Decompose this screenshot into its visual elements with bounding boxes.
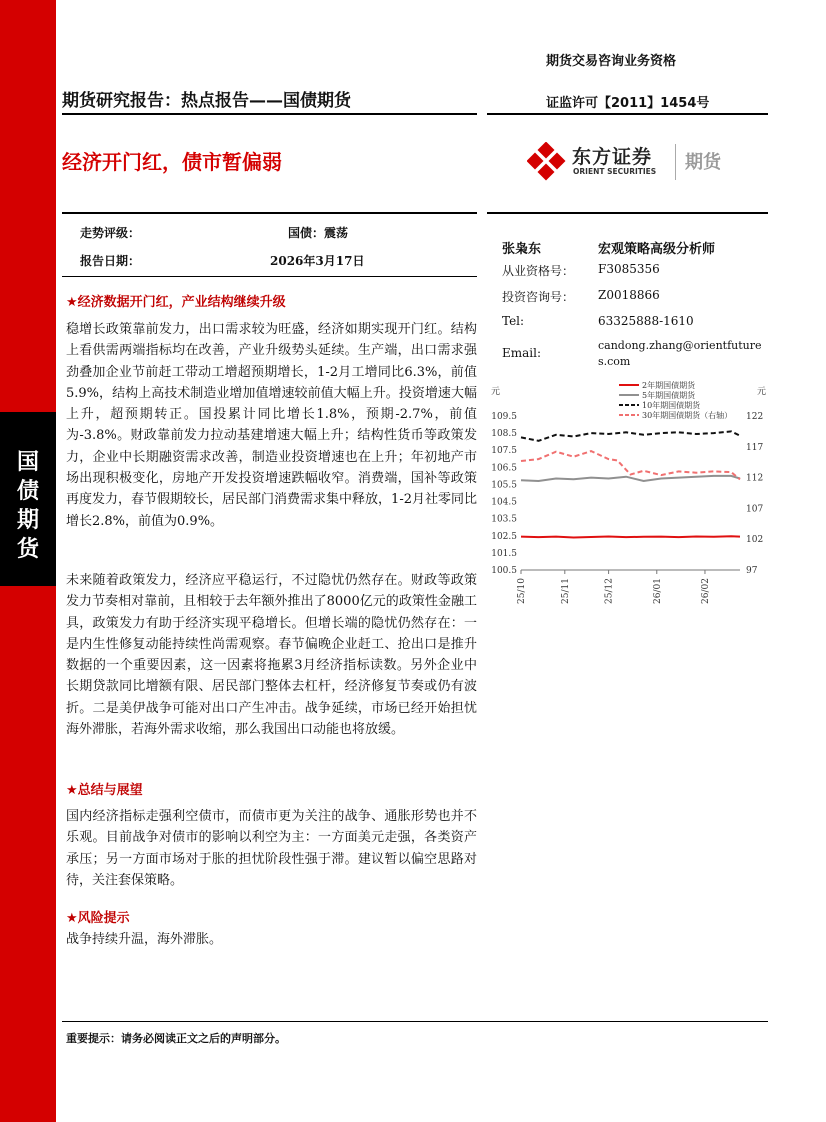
analyst-name: 张枭东 — [502, 242, 542, 257]
left-axis-unit: 元 — [491, 387, 501, 397]
info-label: 投资咨询号： — [502, 290, 575, 304]
analyst-info-row — [502, 346, 541, 360]
left-tick-label: 106.5 — [491, 463, 517, 474]
logo-en-text: ORIENT SECURITIES — [573, 167, 657, 176]
right-tick-label: 102 — [746, 535, 764, 546]
report-date-value: 2026年3月17日 — [270, 254, 365, 268]
logo-divider — [675, 144, 676, 180]
info-label: Email: — [502, 346, 542, 360]
right-axis-unit: 元 — [757, 387, 767, 397]
left-tick-label: 101.5 — [491, 548, 517, 559]
legend-label: 30年期国债期货（右轴） — [642, 411, 733, 420]
analyst-title: 宏观策略高级分析师 — [598, 242, 716, 257]
x-tick-label: 25/11 — [560, 578, 571, 604]
x-tick-label: 26/02 — [700, 578, 711, 604]
analyst-email[interactable]: candong.zhang@orientfutures.com — [598, 339, 762, 368]
section-heading-summary: ★总结与展望 — [66, 783, 143, 798]
logo-sub-text: 期货 — [685, 152, 721, 173]
section-heading-economy: ★经济数据开门红，产业结构继续升级 — [66, 295, 286, 310]
logo-cn-text: 东方证券 — [572, 146, 653, 168]
section-heading-risk: ★风险提示 — [66, 911, 130, 926]
right-tick-label: 107 — [746, 504, 764, 515]
info-label: 从业资格号： — [502, 264, 575, 278]
x-tick-label: 25/10 — [517, 578, 527, 604]
rating-rule-bottom — [62, 276, 477, 277]
right-tick-label: 117 — [746, 442, 764, 453]
section-paragraph: 国内经济指标走强利空债市，而债市更为关注的战争、通胀形势也并不乐观。目前战争对债市的影响以利空为主：一方面美元走强，各类资产承压；另一方面市场对于胀的担忧阶段性强于滞。建议暂以偏空思路对待，关注套保策略。 — [66, 809, 477, 888]
trend-rating-value: 国债：震荡 — [288, 226, 349, 240]
rating-rule-top — [62, 212, 477, 214]
analyst-rule-top — [487, 212, 768, 214]
company-logo — [527, 140, 767, 184]
info-label: Tel: — [502, 314, 525, 328]
analyst-info-row — [502, 288, 574, 305]
left-tick-label: 109.5 — [491, 412, 517, 422]
analyst-info-row — [502, 314, 524, 328]
footer-rule — [62, 1021, 768, 1022]
license-text: 证监许可【2011】1454号 — [546, 96, 710, 111]
legend-label: 10年期国债期货 — [642, 401, 701, 410]
section-paragraph: 战争持续升温，海外滞胀。 — [66, 932, 223, 947]
analyst-info-value: 63325888-1610 — [598, 314, 694, 328]
sidebar-category-label: 国 债 期 货 — [16, 450, 39, 562]
right-tick-label: 112 — [746, 473, 764, 484]
left-tick-label: 103.5 — [491, 514, 517, 525]
legend-label: 2年期国债期货 — [642, 381, 696, 390]
header-rule-right — [487, 113, 768, 115]
section-paragraph: 稳增长政策靠前发力，出口需求较为旺盛，经济如期实现开门红。结构上看供需两端指标均在改善，产业升级势头延续。生产端，出口需求强劲叠加企业节前赶工带动工增超预期增长，1-2月工增同比6.3%，前值5.9%，结构上高技术制造业增加值增速较前值大幅上升。投资增速大幅上升，超预期转正。国投累计同比增长1.8%，预期-2.7%，前值为-3.8%。财政靠前发力拉动基建增速大幅上升；结构性货币等政策发力，企业中长期融资需求改善，制造业投资增速也在上升；年初地产市场出现积极变化，房地产开发投资增速跌幅收窄。消费端，国补等政策再度发力，春节假期较长，居民部门消费需求集中释放，1-2月社零同比增长2.8%，前值为0.9%。 — [66, 322, 477, 529]
chart-plot — [487, 376, 768, 610]
header-rule-left — [62, 113, 477, 115]
analyst-info-value: F3085356 — [598, 262, 660, 276]
left-tick-label: 108.5 — [491, 429, 517, 440]
report-date-label: 报告日期： — [80, 254, 141, 268]
left-tick-label: 100.5 — [491, 566, 517, 576]
report-type-title: 期货研究报告：热点报告——国债期货 — [62, 91, 351, 111]
left-tick-label: 102.5 — [491, 531, 517, 542]
main-title: 经济开门红，债市暂偏弱 — [62, 150, 282, 174]
qualification-text: 期货交易咨询业务资格 — [546, 54, 677, 69]
right-tick-label: 97 — [746, 566, 758, 576]
left-tick-label: 105.5 — [491, 480, 517, 491]
series-line-1 — [521, 476, 740, 481]
analyst-info-row — [502, 262, 574, 279]
series-line-3 — [521, 451, 740, 479]
left-tick-label: 107.5 — [491, 446, 517, 457]
logo-mark-icon — [527, 142, 567, 182]
left-tick-label: 104.5 — [491, 497, 517, 508]
series-line-0 — [521, 536, 740, 537]
x-tick-label: 25/12 — [604, 578, 615, 604]
analyst-info-value: Z0018866 — [598, 288, 660, 302]
x-tick-label: 26/01 — [652, 578, 663, 604]
legend-label: 5年期国债期货 — [642, 391, 696, 400]
series-line-2 — [521, 431, 740, 440]
trend-rating-label: 走势评级： — [80, 226, 141, 240]
section-paragraph: 未来随着政策发力，经济应平稳运行，不过隐忧仍然存在。财政等政策发力节奏相对靠前，且相较于去年额外推出了8000亿元的政策性金融工具，政策发力有助于经济实现平稳增长。但增长端的隐忧仍然存在：一是内生性修复动能持续性尚需观察。春节偏晚企业赶工、抢出口是推升数据的一个重要因素，这一因素将拖累3月经济指标读数。另外企业中长期贷款同比增额有限、居民部门整体去杠杆，经济修复节奏或仍有波折。二是美伊战争可能对出口产生冲击。战争延续，市场已经开始担忧海外滞胀，若海外需求收缩，那么我国出口动能也将放缓。 — [66, 573, 477, 738]
right-tick-label: 122 — [746, 412, 764, 422]
bond-futures-chart — [487, 376, 768, 610]
footer-note: 重要提示：请务必阅读正文之后的声明部分。 — [66, 1032, 286, 1045]
